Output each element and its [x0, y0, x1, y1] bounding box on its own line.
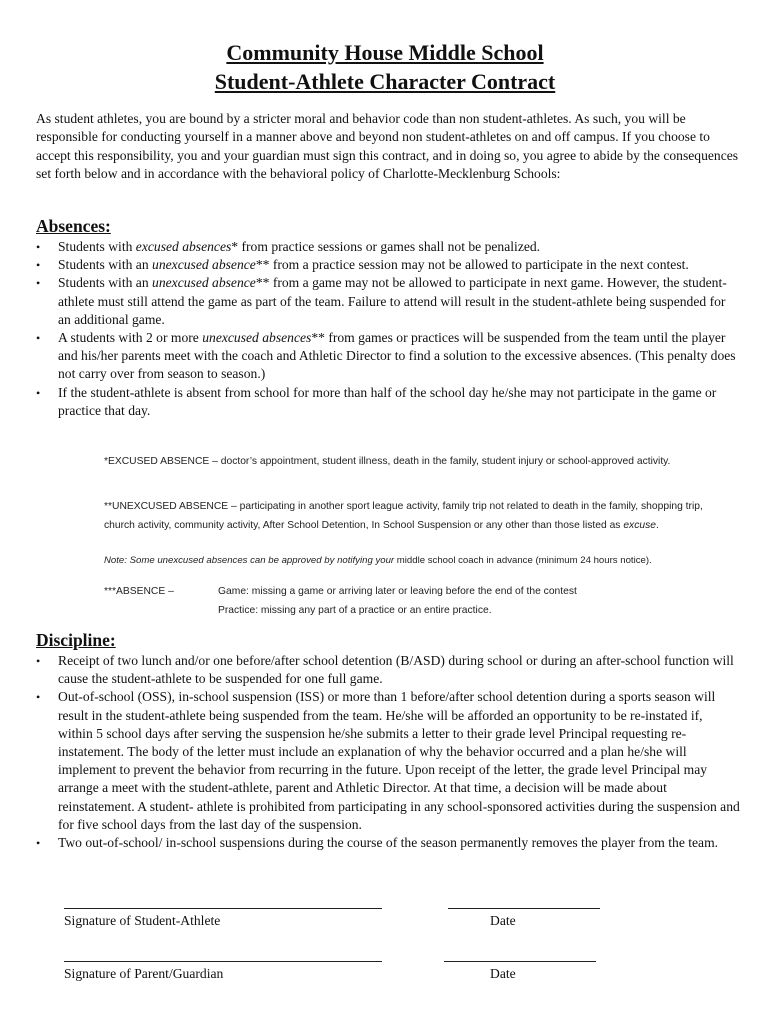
student-signature-line[interactable]: [64, 908, 382, 909]
discipline-heading: Discipline:: [36, 630, 116, 650]
list-item: • A students with 2 or more unexcused absences** from games or practices will be suspended from the team until the player and his/her parents meet with the coach and Athletic Director to find a solution to the excessive absences. (This penalty does not carry over from season to season.): [36, 330, 736, 382]
list-item: • Out-of-school (OSS), in-school suspension (ISS) or more than 1 before/after school detention during a sports season will result in the student-athlete being suspended from the team. He/she will be afforded an opportunity to be re-instated if, within 5 school days after serving the suspension he/she submits a letter to their grade level Principal requesting re-instatement. The body of the letter must include an explanation of why the behavior occurred and a plan he/she will implement to prevent the behavior from recurring in the future. Upon receipt of the letter, the grade level Principal may arrange a meet with the student-athlete, parent and Athletic Director. At that time, a decision will be made about reinstatement. A student- athlete is prohibited from participating in any school-sponsored activities during the suspension and for five school days from the last day of the suspension.: [36, 689, 740, 832]
contract-title: Student-Athlete Character Contract: [214, 69, 556, 94]
bullet-icon: •: [36, 258, 41, 273]
excused-absence-note: *EXCUSED ABSENCE – doctor’s appointment, student illness, death in the family, student injury or school-approved activity.: [104, 456, 671, 467]
school-title: Community House Middle School: [226, 40, 544, 65]
parent-date-line[interactable]: [444, 961, 596, 962]
absences-list: [36, 238, 740, 420]
unexcused-absence-note: **UNEXCUSED ABSENCE – participating in another sport league activity, family trip not related to death in the family, shopping trip, church activity, community activity, After School Detention, In School Suspension or any other than those listed as excuse.: [104, 501, 703, 531]
list-item: • Two out-of-school/ in-school suspensions during the course of the season permanently removes the player from the team.: [36, 834, 740, 852]
parent-date-label: Date: [490, 966, 516, 981]
parent-signature-label: Signature of Parent/Guardian: [64, 966, 224, 981]
student-date-line[interactable]: [448, 908, 600, 909]
absence-game-definition: Game: missing a game or arriving later or leaving before the end of the contest: [218, 586, 577, 597]
list-item: • Students with an unexcused absence** from a game may not be allowed to participate in next game. However, the student-athlete must still attend the game as part of the team. Failure to attend will result in the student-athlete being suspended for an additional game.: [36, 275, 727, 327]
list-item: • Students with excused absences* from practice sessions or games shall not be penalized.: [36, 238, 740, 256]
discipline-list: [36, 652, 740, 852]
absences-heading: Absences:: [36, 216, 111, 236]
list-item: • Students with an unexcused absence** from a practice session may not be allowed to participate in the next contest.: [36, 256, 740, 274]
bullet-icon: •: [36, 836, 41, 851]
bullet-icon: •: [36, 690, 41, 705]
list-item: • If the student-athlete is absent from school for more than half of the school day he/she may not participate in the game or practice that day.: [36, 384, 717, 418]
student-date-label: Date: [490, 913, 516, 928]
approval-note: Note: Some unexcused absences can be approved by notifying your middle school coach in advance (minimum 24 hours notice).: [104, 555, 652, 566]
absence-practice-definition: Practice: missing any part of a practice or an entire practice.: [218, 605, 492, 616]
parent-signature-line[interactable]: [64, 961, 382, 962]
intro-paragraph: As student athletes, you are bound by a stricter moral and behavior code than non student-athletes. As such, you will be responsible for conducting yourself in a manner above and beyond non student-athletes on and off campus. If you choose to accept this responsibility, you and your guardian must sign this contract, and in doing so, you agree to abide by the consequences set forth below and in accordance with the behavioral policy of Charlotte-Mecklenburg Schools:: [36, 111, 739, 182]
bullet-icon: •: [36, 331, 41, 346]
bullet-icon: •: [36, 654, 41, 668]
bullet-icon: •: [36, 385, 41, 400]
list-item: • Receipt of two lunch and/or one before/after school detention (B/ASD) during school or during an after-school function will cause the student-athlete to be suspended for one full game.: [36, 653, 734, 687]
bullet-icon: •: [36, 240, 41, 254]
bullet-icon: •: [36, 276, 41, 291]
student-signature-label: Signature of Student-Athlete: [64, 913, 221, 928]
absence-definition-label: ***ABSENCE –: [104, 586, 174, 597]
